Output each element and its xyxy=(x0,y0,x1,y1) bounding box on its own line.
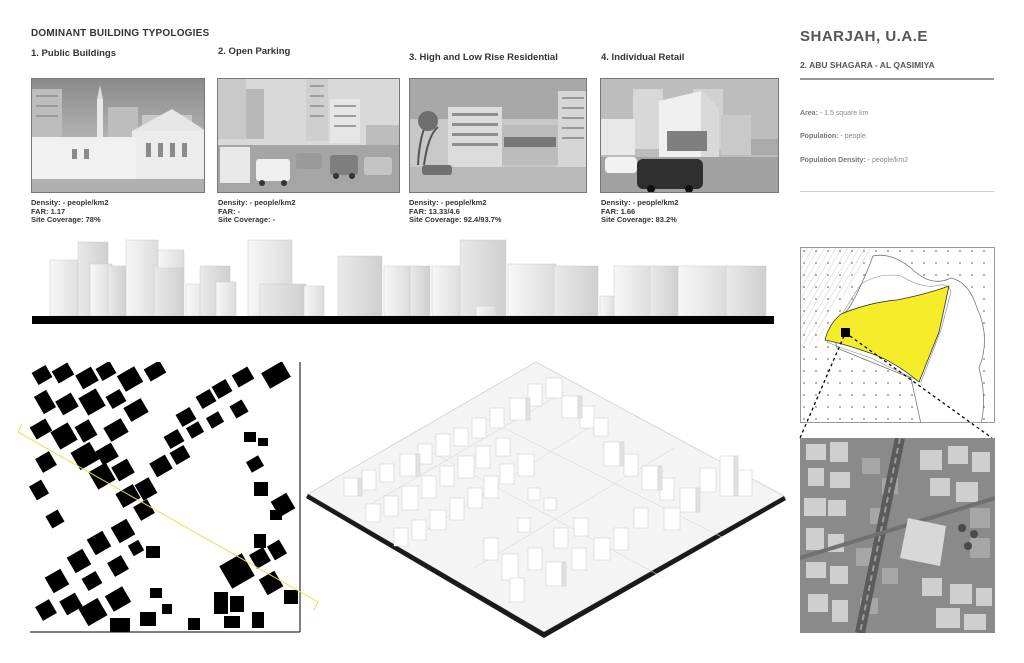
population-value: - people xyxy=(838,133,866,140)
stat-far: FAR: 1.66 xyxy=(601,206,636,216)
stat-density: Density: - people/km2 xyxy=(31,198,109,207)
typology-title-public: 1. Public Buildings xyxy=(31,48,116,59)
density-label: Population Density: xyxy=(800,157,866,164)
population-row xyxy=(800,133,866,140)
stat-density: Density: - people/km2 xyxy=(601,198,679,207)
street-section-elevation xyxy=(30,236,775,326)
density-value: - people/km2 xyxy=(865,157,909,164)
stats-residential xyxy=(409,199,502,225)
figure-ground-map xyxy=(18,362,320,634)
stat-coverage: Site Coverage: 92.4/93.7% xyxy=(409,215,502,224)
title-divider xyxy=(800,78,994,80)
density-row xyxy=(800,157,908,164)
area-label: Area: xyxy=(800,110,818,117)
stat-far: FAR: 13.33/4.6 xyxy=(409,206,460,216)
callout-connector xyxy=(796,330,996,440)
area-row xyxy=(800,110,868,117)
stat-density: Density: - people/km2 xyxy=(409,198,487,207)
area-value: - 1.5 square km xyxy=(817,110,869,117)
photo-public-buildings xyxy=(31,78,205,193)
district-name: 2. ABU SHAGARA - AL QASIMIYA xyxy=(800,60,935,70)
typology-title-parking: 2. Open Parking xyxy=(218,46,291,57)
typology-title-retail: 4. Individual Retail xyxy=(601,52,685,63)
typologies-heading: DOMINANT BUILDING TYPOLOGIES xyxy=(31,28,210,39)
stat-density: Density: - people/km2 xyxy=(218,198,296,207)
axonometric-3d-model xyxy=(304,358,786,638)
info-divider xyxy=(800,191,994,192)
typology-title-residential: 3. High and Low Rise Residential xyxy=(409,52,558,63)
city-title: SHARJAH, U.A.E xyxy=(800,28,928,45)
stat-far: FAR: - xyxy=(218,206,241,216)
photo-residential xyxy=(409,78,587,193)
stat-far: FAR: 1.17 xyxy=(31,206,66,216)
photo-open-parking xyxy=(217,78,400,193)
stats-retail xyxy=(601,199,679,225)
stats-parking xyxy=(218,199,296,225)
stats-public xyxy=(31,199,109,225)
photo-individual-retail xyxy=(600,78,779,193)
satellite-image xyxy=(800,438,995,633)
stat-coverage: Site Coverage: 83.2% xyxy=(601,215,677,224)
population-label: Population: xyxy=(800,133,839,140)
stat-coverage: Site Coverage: 78% xyxy=(31,215,101,224)
stat-coverage: Site Coverage: - xyxy=(218,215,276,224)
